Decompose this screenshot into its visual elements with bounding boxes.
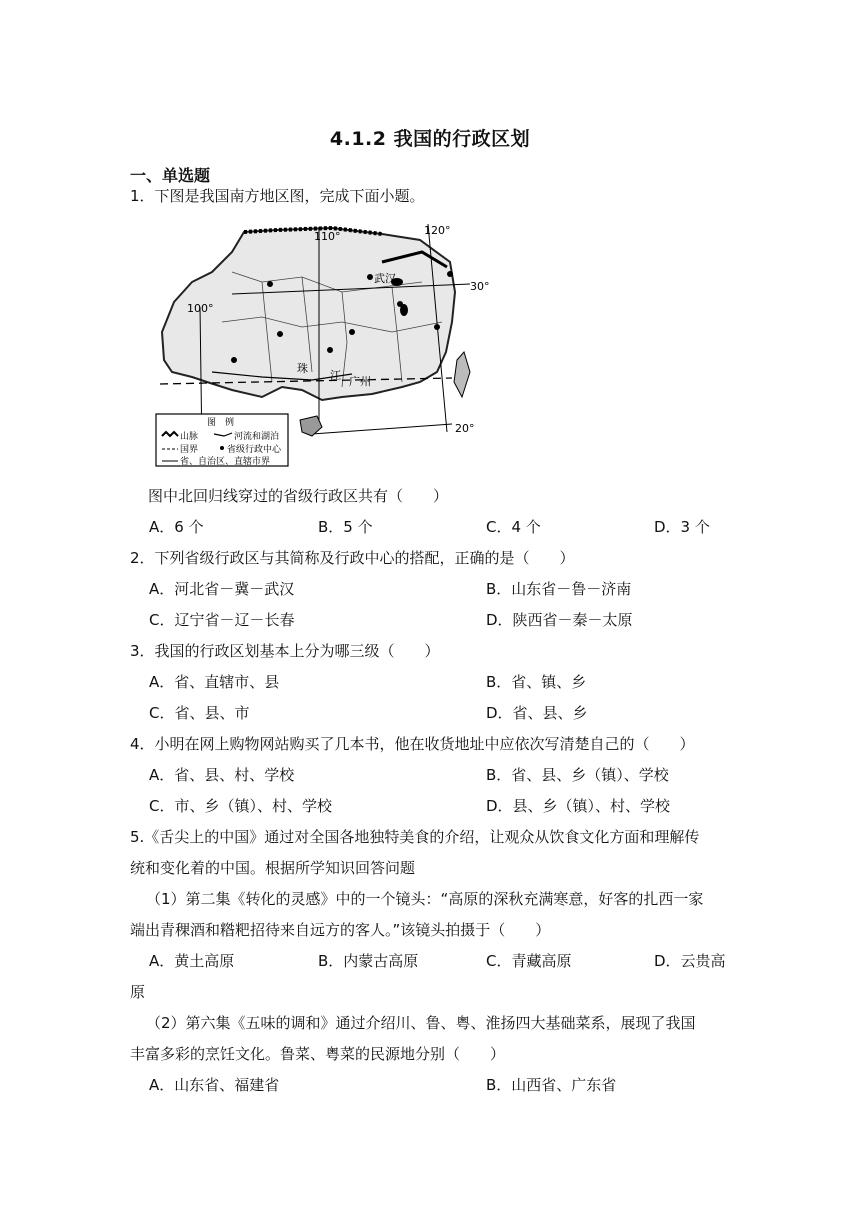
q5-part1-line1: （1）第二集《转化的灵感》中的一个镜头：“高原的深秋充满寒意，好客的扎西一家	[146, 890, 704, 908]
q2-option-c[interactable]: C．辽宁省－辽－长春	[149, 611, 295, 629]
q5-1-option-a[interactable]: A．黄土高原	[149, 952, 235, 970]
q5-1-option-c[interactable]: C．青藏高原	[486, 952, 572, 970]
q2-option-d[interactable]: D．陕西省－秦－太原	[486, 611, 633, 629]
legend-capital: 省级行政中心	[227, 445, 282, 455]
city-label-guangzhou: 广州	[349, 375, 371, 388]
lon-label-110: 110°	[314, 230, 341, 243]
question-1-stem: 1．下图是我国南方地区图，完成下面小题。	[130, 187, 425, 205]
q5-part1-line2: 端出青稞酒和糌粑招待来自远方的客人。”该镜头拍摄于（ ）	[130, 921, 551, 939]
question-3-stem: 3．我国的行政区划基本上分为哪三级（ ）	[130, 642, 440, 660]
legend-river: 河流和湖泊	[234, 432, 280, 442]
q4-option-b[interactable]: B．省、县、乡（镇）、学校	[486, 766, 669, 784]
question-5-stem-line2: 统和变化着的中国。根据所学知识回答问题	[130, 859, 416, 877]
q4-option-d[interactable]: D．县、乡（镇）、村、学校	[486, 797, 671, 815]
question-5-stem-line1: 5.《舌尖上的中国》通过对全国各地独特美食的介绍，让观众从饮食文化方面和理解传	[130, 828, 700, 846]
lat-label-20: 20°	[455, 422, 475, 435]
section-heading: 一、单选题	[130, 166, 211, 185]
legend-province-border: 省、自治区、直辖市界	[180, 457, 271, 467]
q5-1-option-b[interactable]: B．内蒙古高原	[318, 952, 419, 970]
q1-option-d[interactable]: D．3 个	[654, 518, 710, 536]
map-figure	[152, 222, 497, 470]
south-china-map	[152, 222, 497, 470]
q3-option-d[interactable]: D．省、县、乡	[486, 704, 588, 722]
page-title: 4.1.2 我国的行政区划	[329, 128, 531, 150]
q5-part2-line2: 丰富多彩的烹饪文化。鲁菜、粤菜的民源地分别（ ）	[130, 1045, 506, 1063]
question-1-sub: 图中北回归线穿过的省级行政区共有（ ）	[148, 487, 449, 505]
q3-option-b[interactable]: B．省、镇、乡	[486, 673, 587, 691]
river-label-zhu: 珠	[297, 362, 308, 375]
lat-label-30: 30°	[470, 280, 490, 293]
q5-1-option-d-wrap: 原	[130, 983, 146, 1001]
legend-mountain: 山脉	[180, 432, 199, 442]
q2-option-a[interactable]: A．河北省－冀－武汉	[149, 580, 295, 598]
city-label-wuhan: 武汉	[374, 272, 396, 285]
legend-border: 国界	[180, 445, 199, 455]
q3-option-c[interactable]: C．省、县、市	[149, 704, 250, 722]
q5-1-option-d[interactable]: D．云贵高	[654, 952, 726, 970]
q4-option-a[interactable]: A．省、县、村、学校	[149, 766, 295, 784]
q3-option-a[interactable]: A．省、直辖市、县	[149, 673, 280, 691]
q5-part2-line1: （2）第六集《五味的调和》通过介绍川、鲁、粤、淮扬四大基础菜系，展现了我国	[146, 1014, 696, 1032]
river-label-jiang: 江	[330, 369, 341, 382]
question-2-stem: 2．下列省级行政区与其简称及行政中心的搭配，正确的是（ ）	[130, 549, 575, 567]
q5-2-option-b[interactable]: B．山西省、广东省	[486, 1076, 617, 1094]
q1-option-a[interactable]: A．6 个	[149, 518, 204, 536]
legend-title: 图 例	[207, 418, 235, 428]
q5-2-option-a[interactable]: A．山东省、福建省	[149, 1076, 280, 1094]
q1-option-b[interactable]: B．5 个	[318, 518, 373, 536]
question-4-stem: 4．小明在网上购物网站购买了几本书，他在收货地址中应依次写清楚自己的（ ）	[130, 735, 695, 753]
lon-label-100: 100°	[187, 302, 214, 315]
q4-option-c[interactable]: C．市、乡（镇）、村、学校	[149, 797, 332, 815]
q1-option-c[interactable]: C．4 个	[486, 518, 541, 536]
q2-option-b[interactable]: B．山东省－鲁－济南	[486, 580, 632, 598]
lon-label-120: 120°	[424, 224, 451, 237]
